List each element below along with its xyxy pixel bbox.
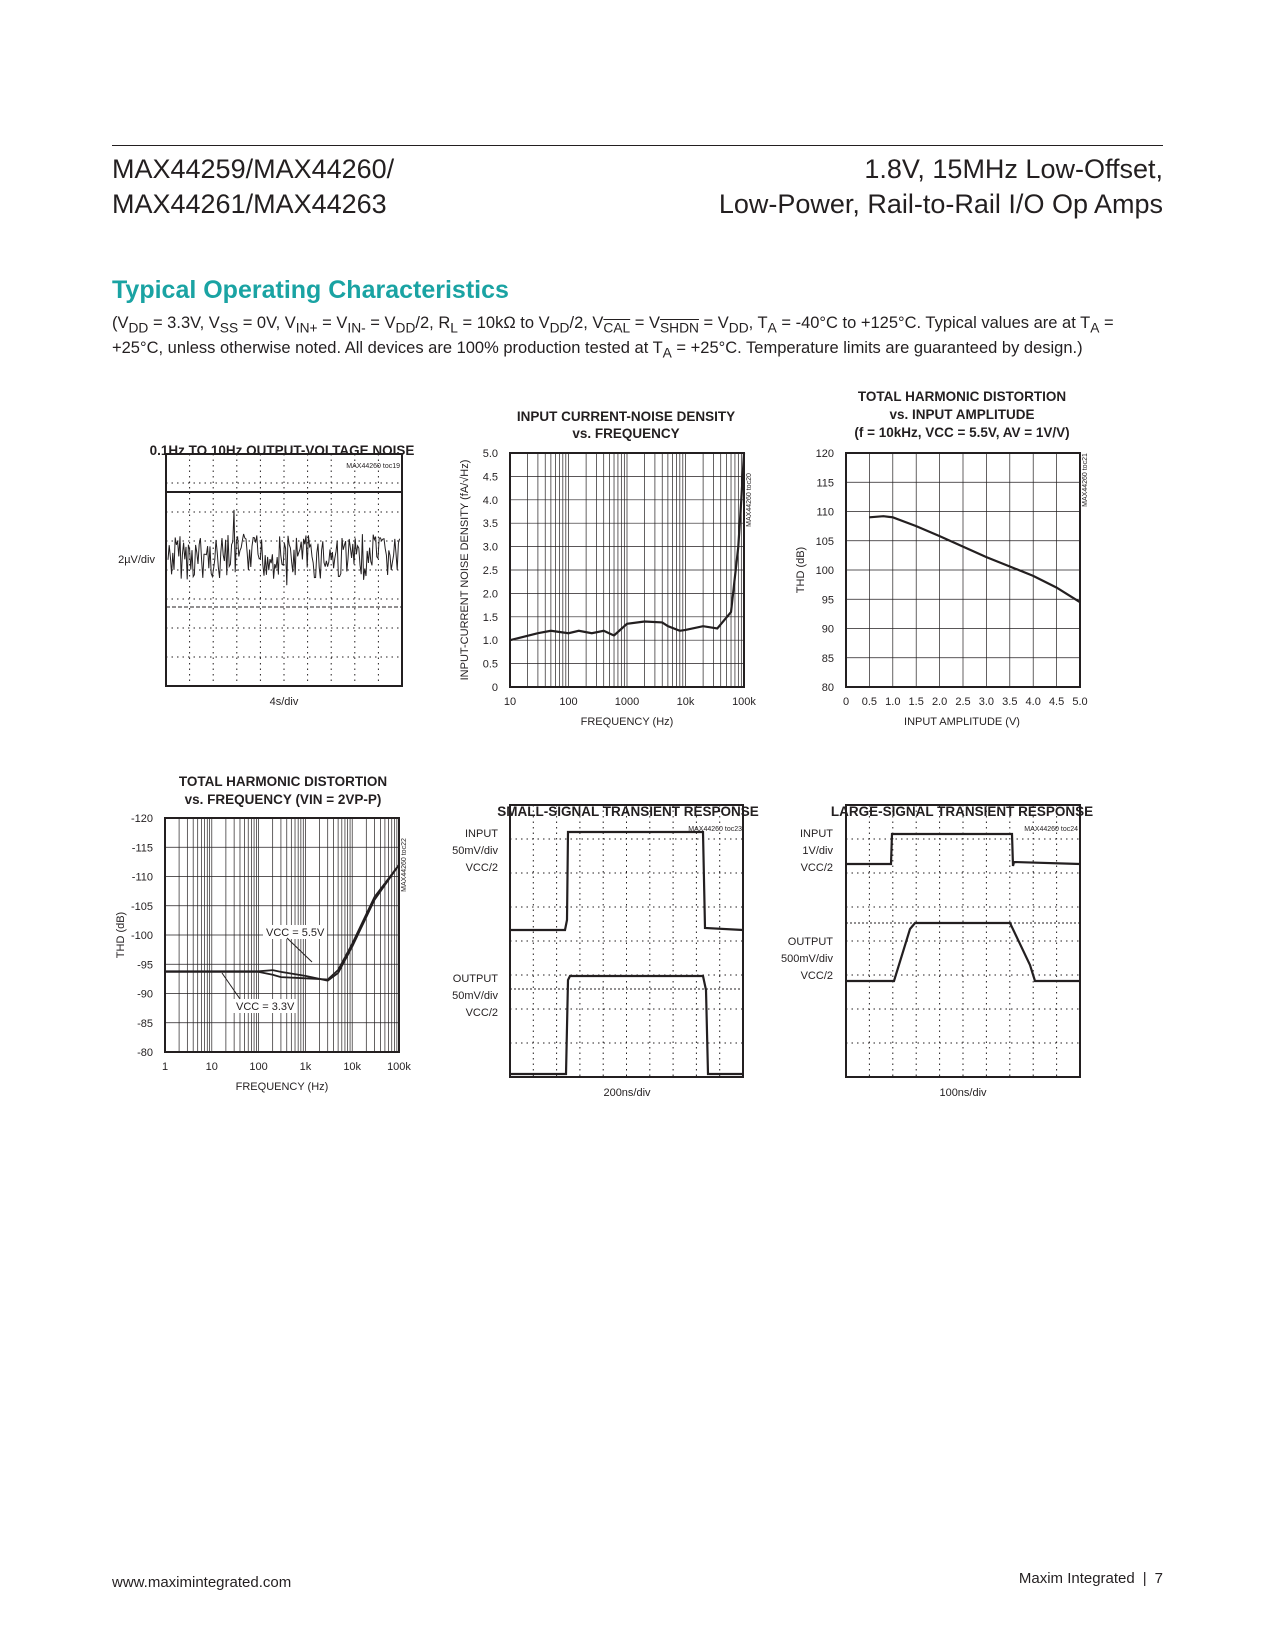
c2-y-tick-label: 2.0 — [482, 588, 498, 601]
chart2-xlabel: FREQUENCY (Hz) — [580, 716, 674, 728]
chart3-title-line2: vs. INPUT AMPLITUDE — [889, 407, 1035, 422]
footer-company — [1019, 1570, 1163, 1587]
chart6-output-scale: 500mV/div — [781, 953, 833, 965]
chart2-grid — [510, 453, 744, 687]
chart5-output-ref: VCC/2 — [465, 1007, 498, 1019]
chart6-code: MAX44260 toc24 — [1024, 826, 1078, 833]
part-numbers-line2: MAX44261/MAX44263 — [112, 189, 387, 219]
chart-large-signal-transient — [781, 790, 1120, 1120]
chart-small-signal-transient — [450, 790, 780, 1120]
document-title-line2: Low-Power, Rail-to-Rail I/O Op Amps — [718, 189, 1163, 219]
c2-y-tick-label: 0 — [491, 682, 498, 694]
chart5-xlabel: 200ns/div — [603, 1087, 651, 1099]
chart4-title-line2: vs. FREQUENCY (VIN = 2VP-P) — [184, 792, 382, 807]
c4-x-tick-label: 10k — [343, 1061, 362, 1073]
c3-x-tick-label: 2.0 — [931, 696, 948, 708]
c3-y-tick-label: 120 — [815, 448, 834, 460]
c2-y-tick-label: 4.0 — [482, 494, 498, 507]
test-conditions: ($V_{DD} = 3.3V$, $V_{SS} = 0V$, $V_{IN+} = V_{IN-} = V_{DD}/2$, $R_L = 10k\Omega$ to $V_{DD}/2$, $V_{\overline{CAL}} = V_{SHDN} = V_{DD}$, $T_A = -40^\circ C$ to +125°C. Typical values are at $T_A = +25^\circ C$, unless otherwise noted. All devices are 100% production tested at $T_A = +25^\circ C$. Temperature limits are guaranteed by design.) — [112, 314, 1114, 361]
document-title — [719, 152, 1163, 222]
chart5-title: SMALL-SIGNAL TRANSIENT RESPONSE — [497, 804, 759, 819]
chart1-title: 0.1Hz TO 10Hz OUTPUT-VOLTAGE NOISE — [149, 443, 415, 458]
c3-y-tick-label: 90 — [821, 623, 834, 636]
c3-x-tick-label: 1.0 — [885, 696, 901, 708]
c3-x-tick-label: 3.5 — [1002, 696, 1018, 708]
c3-y-tick-label: 110 — [816, 506, 834, 519]
c3-y-tick-label: 85 — [821, 652, 834, 665]
chart3-xlabel: INPUT AMPLITUDE (V) — [904, 716, 1020, 728]
chart1-xlabel: 4s/div — [269, 696, 299, 708]
chart3-x-ticks — [843, 696, 1088, 708]
c4-y-tick-label: -110 — [131, 871, 153, 884]
c4-y-tick-label: -105 — [130, 900, 153, 913]
chart2-x-ticks — [504, 696, 757, 708]
c4-y-tick-label: -100 — [130, 930, 153, 942]
c4-y-tick-label: -90 — [137, 988, 153, 1001]
c2-y-tick-label: 3.5 — [482, 518, 498, 531]
c4-y-tick-label: -120 — [130, 813, 153, 825]
chart4-y-ticks — [131, 813, 153, 1059]
c4-x-tick-label: 10 — [205, 1061, 218, 1073]
c3-y-tick-label: 100 — [815, 565, 834, 577]
c3-x-tick-label: 0 — [842, 696, 850, 708]
chart4-title-line1: TOTAL HARMONIC DISTORTION — [178, 774, 388, 789]
chart3-grid — [846, 453, 1080, 687]
chart4-annotation-vcc33: VCC = 3.3V — [236, 1001, 295, 1013]
chart6-dotted-grid — [846, 805, 1080, 1077]
chart1-code: MAX44260 toc19 — [346, 463, 400, 470]
c3-x-tick-label: 0.5 — [861, 696, 878, 708]
chart3-title-line3: (f = 10kHz, VCC = 5.5V, AV = 1V/V) — [854, 425, 1070, 440]
chart6-input-ref: VCC/2 — [800, 862, 833, 874]
c4-y-tick-label: -115 — [131, 842, 153, 855]
c4-y-tick-label: -80 — [137, 1047, 153, 1059]
c3-x-tick-label: 3.0 — [978, 696, 995, 708]
chart2-title-line1: INPUT CURRENT-NOISE DENSITY — [516, 409, 736, 424]
footer-separator: | — [1142, 1570, 1147, 1587]
chart4-ylabel: THD (dB) — [115, 911, 127, 959]
chart4-xlabel: FREQUENCY (Hz) — [235, 1081, 329, 1093]
chart4-x-ticks — [162, 1061, 411, 1073]
chart6-xlabel: 100ns/div — [939, 1087, 987, 1099]
c4-x-tick-label: 1k — [299, 1061, 312, 1073]
chart3-ylabel: THD (dB) — [795, 546, 807, 594]
chart5-output-label: OUTPUT — [452, 973, 498, 985]
c2-x-tick-label: 1000 — [614, 696, 640, 708]
chart-thd-vs-frequency — [100, 765, 430, 1125]
part-numbers — [112, 152, 394, 222]
chart6-output-ref: VCC/2 — [800, 970, 833, 982]
header-rule — [112, 145, 1163, 146]
c2-y-tick-label: 4.5 — [482, 471, 498, 484]
c2-y-tick-label: 1.5 — [482, 611, 498, 624]
chart4-code: MAX44260 toc22 — [401, 838, 408, 892]
c3-x-tick-label: 2.5 — [955, 696, 971, 708]
chart5-input-label: INPUT — [465, 828, 498, 840]
chart6-input-label: INPUT — [800, 828, 833, 840]
chart4-annotation-arrow-55 — [287, 938, 312, 962]
c4-y-tick-label: -95 — [137, 959, 153, 972]
chart4-annotation-arrow-33 — [222, 973, 240, 999]
chart5-input-ref: VCC/2 — [465, 862, 498, 874]
c2-x-tick-label: 10k — [676, 696, 695, 708]
c3-y-tick-label: 80 — [821, 682, 834, 694]
chart-output-voltage-noise — [100, 420, 430, 730]
part-numbers-line1: MAX44259/MAX44260/ — [112, 154, 395, 184]
chart5-output-scale: 50mV/div — [452, 990, 498, 1002]
chart3-series-line — [869, 516, 1080, 602]
c4-x-tick-label: 100k — [387, 1061, 411, 1073]
footer-url[interactable]: www.maximintegrated.com — [112, 1574, 292, 1591]
chart5-code: MAX44260 toc23 — [688, 826, 742, 833]
c2-y-tick-label: 3.0 — [482, 541, 498, 554]
chart4-annotation-vcc55: VCC = 5.5V — [266, 927, 325, 939]
c4-y-tick-label: -85 — [137, 1017, 153, 1030]
c3-y-tick-label: 95 — [821, 594, 834, 607]
c3-x-tick-label: 4.0 — [1025, 696, 1041, 708]
c4-x-tick-label: 100 — [249, 1061, 268, 1073]
chart4-series-vcc55 — [165, 865, 399, 981]
section-title: Typical Operating Characteristics — [112, 276, 509, 304]
c2-x-tick-label: 100 — [559, 696, 578, 708]
chart5-input-scale: 50mV/div — [452, 845, 498, 857]
chart3-code: MAX44260 toc21 — [1082, 453, 1089, 507]
chart3-title-line1: TOTAL HARMONIC DISTORTION — [857, 389, 1067, 404]
chart2-ylabel: INPUT-CURRENT NOISE DENSITY (fA/√Hz) — [459, 459, 471, 681]
c3-x-tick-label: 5.0 — [1072, 696, 1088, 708]
chart-thd-vs-amplitude — [790, 380, 1130, 740]
c2-y-tick-label: 1.0 — [482, 635, 498, 648]
c3-y-tick-label: 115 — [816, 477, 834, 490]
document-title-line1: 1.8V, 15MHz Low-Offset, — [864, 154, 1163, 184]
footer-company-name: Maxim Integrated — [1018, 1570, 1135, 1587]
chart6-output-label: OUTPUT — [787, 936, 833, 948]
c2-y-tick-label: 2.5 — [482, 565, 498, 577]
chart2-y-ticks — [483, 448, 498, 694]
chart2-title-line2: vs. FREQUENCY — [572, 426, 680, 441]
c3-y-tick-label: 105 — [815, 535, 834, 548]
chart3-y-ticks — [816, 448, 834, 694]
c3-x-tick-label: 4.5 — [1048, 696, 1065, 708]
c2-y-tick-label: 5.0 — [482, 448, 498, 460]
chart-current-noise-density — [450, 400, 780, 740]
c4-x-tick-label: 1 — [161, 1061, 169, 1073]
c2-x-tick-label: 10 — [503, 696, 517, 708]
c2-y-tick-label: 0.5 — [482, 658, 498, 671]
c2-x-tick-label: 100k — [732, 696, 756, 708]
chart6-title: LARGE-SIGNAL TRANSIENT RESPONSE — [830, 804, 1094, 819]
c3-x-tick-label: 1.5 — [908, 696, 924, 708]
chart6-input-scale: 1V/div — [802, 845, 833, 857]
chart1-ylabel: 2µV/div — [118, 554, 155, 566]
footer-page-number: 7 — [1154, 1570, 1163, 1587]
chart2-code: MAX44260 toc20 — [746, 473, 753, 527]
